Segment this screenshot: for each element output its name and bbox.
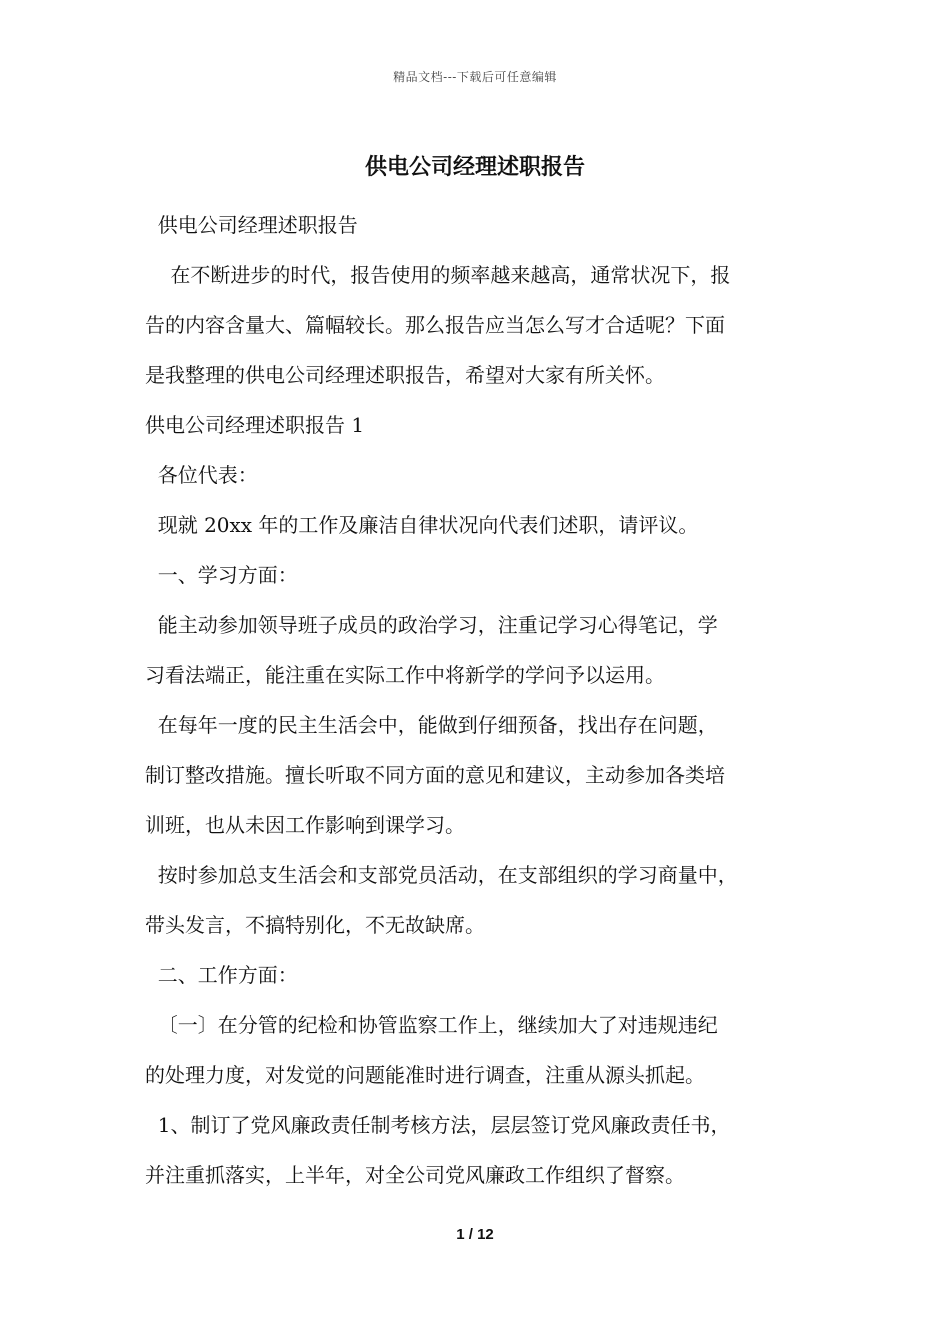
paragraph-line: 告的内容含量大、篇幅较长。那么报告应当怎么写才合适呢？下面 <box>145 313 725 337</box>
paragraph-line: 并注重抓落实，上半年，对全公司党风廉政工作组织了督察。 <box>145 1163 685 1187</box>
paragraph-line: 制订整改措施。擅长听取不同方面的意见和建议，主动参加各类培 <box>145 763 725 787</box>
paragraph-line: 在每年一度的民主生活会中，能做到仔细预备，找出存在问题， <box>145 713 718 737</box>
document-body <box>145 200 810 1200</box>
paragraph-line: 各位代表： <box>145 463 258 487</box>
section-heading: 供电公司经理述职报告 1 <box>145 413 365 437</box>
paragraph-line: 现就 20xx 年的工作及廉洁自律状况向代表们述职，请评议。 <box>145 513 699 537</box>
paragraph-line: 的处理力度，对发觉的问题能准时进行调查，注重从源头抓起。 <box>145 1063 705 1087</box>
paragraph-line: 是我整理的供电公司经理述职报告，希望对大家有所关怀。 <box>145 363 665 387</box>
subsection-heading: 一、学习方面： <box>145 563 298 587</box>
paragraph-line: 训班，也从未因工作影响到课学习。 <box>145 813 465 837</box>
paragraph-line: 按时参加总支生活会和支部党员活动，在支部组织的学习商量中， <box>145 863 738 887</box>
paragraph-line: 〔一〕在分管的纪检和协管监察工作上，继续加大了对违规违纪 <box>145 1013 718 1037</box>
paragraph-line: 1、制订了党风廉政责任制考核方法，层层签订党风廉政责任书， <box>145 1113 731 1137</box>
paragraph-line: 能主动参加领导班子成员的政治学习，注重记学习心得笔记，学 <box>145 613 718 637</box>
paragraph-line: 带头发言，不搞特别化，不无故缺席。 <box>145 913 485 937</box>
paragraph-line: 供电公司经理述职报告 <box>145 213 358 237</box>
paragraph-line: 在不断进步的时代，报告使用的频率越来越高，通常状况下，报 <box>145 263 731 287</box>
paragraph-line: 习看法端正，能注重在实际工作中将新学的学问予以运用。 <box>145 663 665 687</box>
subsection-heading: 二、工作方面： <box>145 963 298 987</box>
page-number: 1 / 12 <box>456 1226 494 1243</box>
document-title: 供电公司经理述职报告 <box>364 154 585 180</box>
page-header: 精品文档---下载后可任意编辑 <box>393 70 557 84</box>
